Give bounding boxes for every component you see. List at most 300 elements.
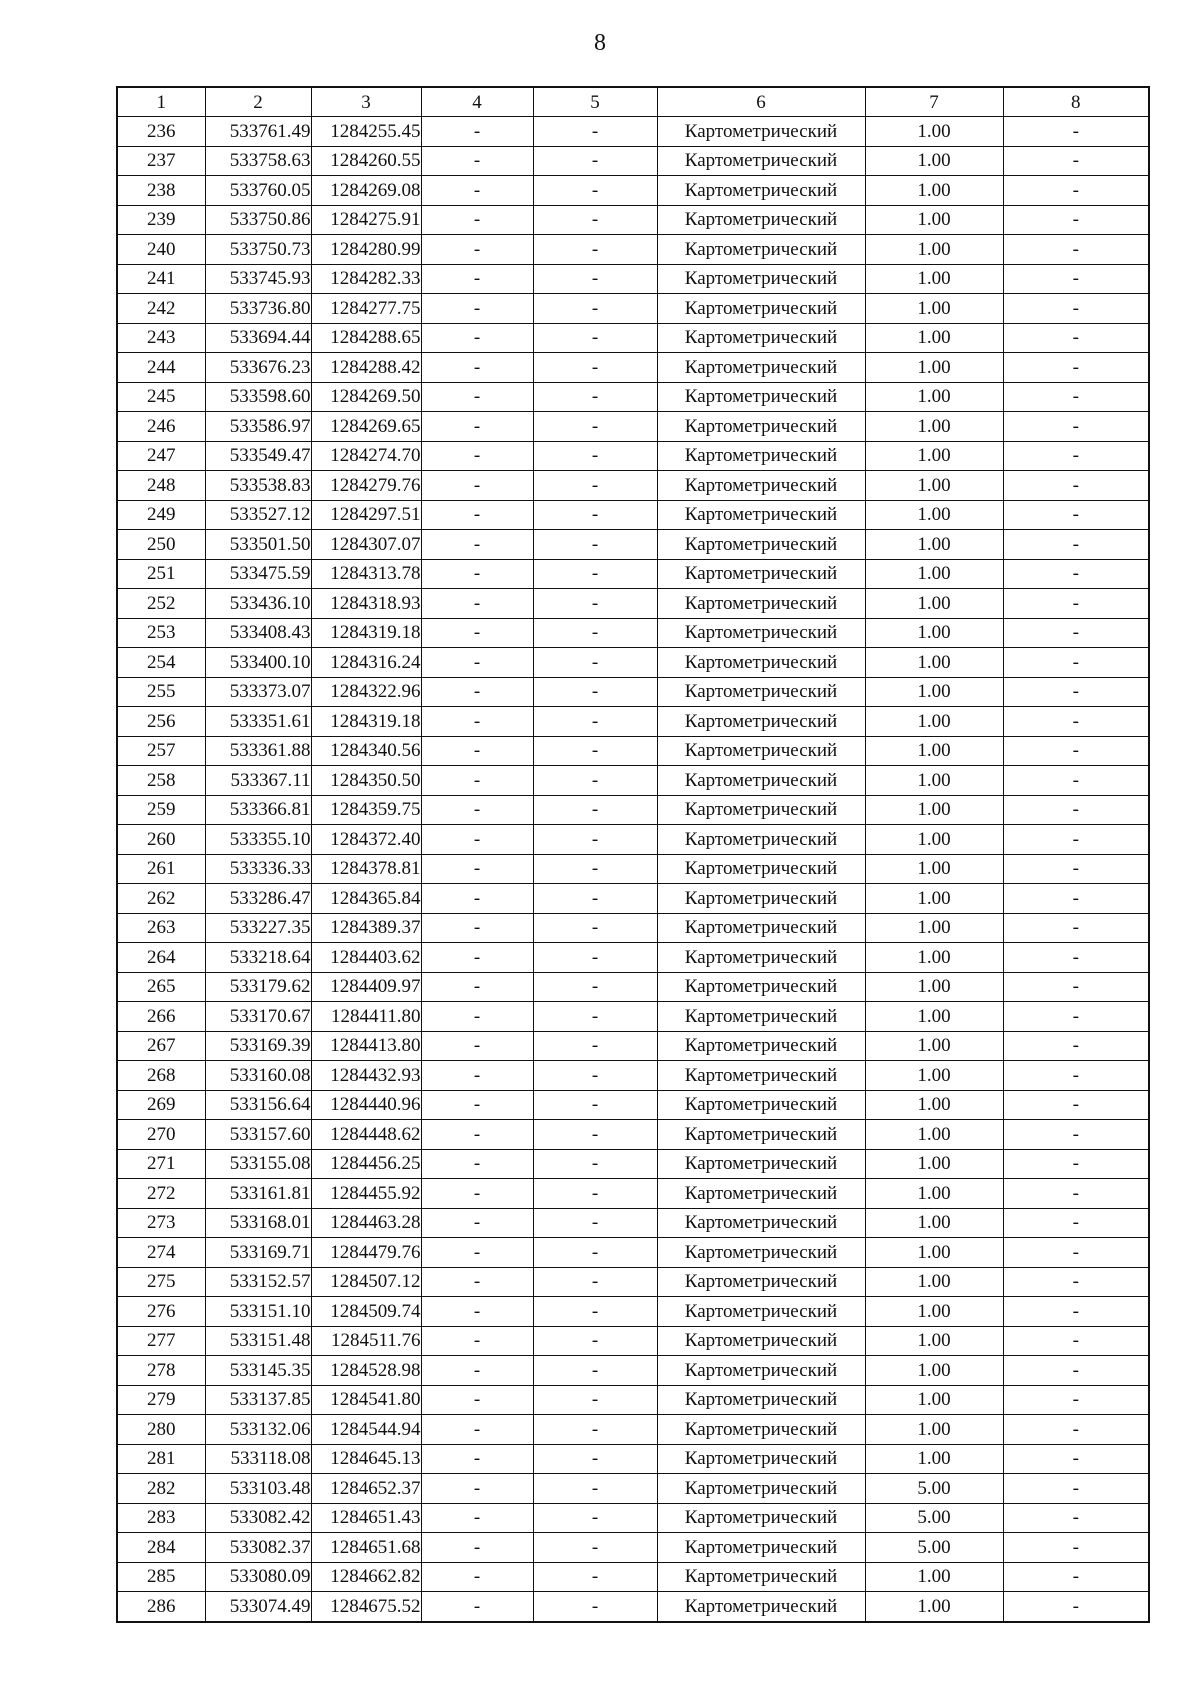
- point-number-cell: 273: [117, 1208, 205, 1238]
- method-cell: Картометрический: [657, 176, 865, 206]
- table-row: [117, 1179, 1149, 1209]
- point-number-cell: 237: [117, 146, 205, 176]
- y-coordinate-cell: 1284440.96: [311, 1090, 421, 1120]
- x-coordinate-cell: 533750.86: [205, 205, 311, 235]
- col5-cell: -: [533, 264, 657, 294]
- col4-cell: -: [421, 1208, 533, 1238]
- y-coordinate-cell: 1284662.82: [311, 1562, 421, 1592]
- point-number-cell: 265: [117, 972, 205, 1002]
- y-coordinate-cell: 1284409.97: [311, 972, 421, 1002]
- point-number-cell: 274: [117, 1238, 205, 1268]
- col8-cell: -: [1003, 913, 1149, 943]
- method-cell: Картометрический: [657, 1120, 865, 1150]
- col5-cell: -: [533, 1592, 657, 1622]
- method-cell: Картометрический: [657, 1267, 865, 1297]
- method-cell: Картометрический: [657, 1061, 865, 1091]
- col4-cell: -: [421, 707, 533, 737]
- col8-cell: -: [1003, 1356, 1149, 1386]
- table-row: [117, 913, 1149, 943]
- y-coordinate-cell: 1284279.76: [311, 471, 421, 501]
- y-coordinate-cell: 1284463.28: [311, 1208, 421, 1238]
- x-coordinate-cell: 533179.62: [205, 972, 311, 1002]
- accuracy-cell: 1.00: [865, 1267, 1003, 1297]
- accuracy-cell: 1.00: [865, 1149, 1003, 1179]
- table-row: [117, 235, 1149, 265]
- col8-cell: -: [1003, 264, 1149, 294]
- accuracy-cell: 1.00: [865, 1444, 1003, 1474]
- col8-cell: -: [1003, 441, 1149, 471]
- point-number-cell: 269: [117, 1090, 205, 1120]
- accuracy-cell: 1.00: [865, 1562, 1003, 1592]
- method-cell: Картометрический: [657, 471, 865, 501]
- col4-cell: -: [421, 618, 533, 648]
- y-coordinate-cell: 1284448.62: [311, 1120, 421, 1150]
- col5-cell: -: [533, 1267, 657, 1297]
- col5-cell: -: [533, 648, 657, 678]
- col5-cell: -: [533, 736, 657, 766]
- point-number-cell: 244: [117, 353, 205, 383]
- method-cell: Картометрический: [657, 677, 865, 707]
- col4-cell: -: [421, 323, 533, 353]
- y-coordinate-cell: 1284652.37: [311, 1474, 421, 1504]
- col8-cell: -: [1003, 1149, 1149, 1179]
- point-number-cell: 268: [117, 1061, 205, 1091]
- accuracy-cell: 1.00: [865, 795, 1003, 825]
- col5-cell: -: [533, 1031, 657, 1061]
- accuracy-cell: 1.00: [865, 589, 1003, 619]
- accuracy-cell: 1.00: [865, 382, 1003, 412]
- col8-cell: -: [1003, 825, 1149, 855]
- col5-cell: -: [533, 1238, 657, 1268]
- col8-cell: -: [1003, 559, 1149, 589]
- table-row: [117, 500, 1149, 530]
- column-header: 4: [421, 87, 533, 117]
- col8-cell: -: [1003, 736, 1149, 766]
- col8-cell: -: [1003, 1592, 1149, 1622]
- table-row: [117, 1444, 1149, 1474]
- col4-cell: -: [421, 382, 533, 412]
- method-cell: Картометрический: [657, 913, 865, 943]
- col8-cell: -: [1003, 618, 1149, 648]
- col8-cell: -: [1003, 766, 1149, 796]
- col5-cell: -: [533, 1208, 657, 1238]
- y-coordinate-cell: 1284269.65: [311, 412, 421, 442]
- col4-cell: -: [421, 1385, 533, 1415]
- accuracy-cell: 1.00: [865, 707, 1003, 737]
- col5-cell: -: [533, 707, 657, 737]
- column-header: 2: [205, 87, 311, 117]
- point-number-cell: 261: [117, 854, 205, 884]
- point-number-cell: 253: [117, 618, 205, 648]
- point-number-cell: 256: [117, 707, 205, 737]
- point-number-cell: 238: [117, 176, 205, 206]
- method-cell: Картометрический: [657, 1444, 865, 1474]
- method-cell: Картометрический: [657, 618, 865, 648]
- table-row: [117, 766, 1149, 796]
- method-cell: Картометрический: [657, 972, 865, 1002]
- col4-cell: -: [421, 1297, 533, 1327]
- accuracy-cell: 1.00: [865, 677, 1003, 707]
- y-coordinate-cell: 1284260.55: [311, 146, 421, 176]
- table-row: [117, 707, 1149, 737]
- point-number-cell: 236: [117, 117, 205, 147]
- column-header: 3: [311, 87, 421, 117]
- x-coordinate-cell: 533366.81: [205, 795, 311, 825]
- table-row: [117, 1149, 1149, 1179]
- x-coordinate-cell: 533156.64: [205, 1090, 311, 1120]
- table-row: [117, 1061, 1149, 1091]
- y-coordinate-cell: 1284509.74: [311, 1297, 421, 1327]
- col8-cell: -: [1003, 1562, 1149, 1592]
- table-row: [117, 1238, 1149, 1268]
- y-coordinate-cell: 1284288.65: [311, 323, 421, 353]
- y-coordinate-cell: 1284319.18: [311, 618, 421, 648]
- y-coordinate-cell: 1284319.18: [311, 707, 421, 737]
- method-cell: Картометрический: [657, 530, 865, 560]
- x-coordinate-cell: 533408.43: [205, 618, 311, 648]
- table-row: [117, 353, 1149, 383]
- table-row: [117, 294, 1149, 324]
- y-coordinate-cell: 1284411.80: [311, 1002, 421, 1032]
- method-cell: Картометрический: [657, 1592, 865, 1622]
- col4-cell: -: [421, 648, 533, 678]
- method-cell: Картометрический: [657, 1090, 865, 1120]
- accuracy-cell: 1.00: [865, 1120, 1003, 1150]
- column-header: 8: [1003, 87, 1149, 117]
- point-number-cell: 283: [117, 1503, 205, 1533]
- col4-cell: -: [421, 884, 533, 914]
- accuracy-cell: 1.00: [865, 825, 1003, 855]
- coordinates-table: [116, 86, 1150, 1623]
- table-row: [117, 146, 1149, 176]
- y-coordinate-cell: 1284645.13: [311, 1444, 421, 1474]
- method-cell: Картометрический: [657, 1179, 865, 1209]
- col4-cell: -: [421, 1562, 533, 1592]
- accuracy-cell: 1.00: [865, 264, 1003, 294]
- point-number-cell: 266: [117, 1002, 205, 1032]
- col5-cell: -: [533, 913, 657, 943]
- x-coordinate-cell: 533745.93: [205, 264, 311, 294]
- table-row: [117, 1474, 1149, 1504]
- column-header: 5: [533, 87, 657, 117]
- col4-cell: -: [421, 1149, 533, 1179]
- col4-cell: -: [421, 294, 533, 324]
- x-coordinate-cell: 533082.37: [205, 1533, 311, 1563]
- col8-cell: -: [1003, 1444, 1149, 1474]
- y-coordinate-cell: 1284318.93: [311, 589, 421, 619]
- x-coordinate-cell: 533170.67: [205, 1002, 311, 1032]
- col8-cell: -: [1003, 1267, 1149, 1297]
- method-cell: Картометрический: [657, 559, 865, 589]
- accuracy-cell: 1.00: [865, 1385, 1003, 1415]
- column-header: 6: [657, 87, 865, 117]
- point-number-cell: 250: [117, 530, 205, 560]
- col5-cell: -: [533, 382, 657, 412]
- method-cell: Картометрический: [657, 1533, 865, 1563]
- table-row: [117, 117, 1149, 147]
- col4-cell: -: [421, 854, 533, 884]
- table-row: [117, 972, 1149, 1002]
- method-cell: Картометрический: [657, 205, 865, 235]
- col5-cell: -: [533, 1533, 657, 1563]
- col8-cell: -: [1003, 1061, 1149, 1091]
- col4-cell: -: [421, 795, 533, 825]
- col4-cell: -: [421, 412, 533, 442]
- x-coordinate-cell: 533155.08: [205, 1149, 311, 1179]
- accuracy-cell: 5.00: [865, 1533, 1003, 1563]
- accuracy-cell: 1.00: [865, 1208, 1003, 1238]
- col4-cell: -: [421, 146, 533, 176]
- table-row: [117, 205, 1149, 235]
- y-coordinate-cell: 1284269.08: [311, 176, 421, 206]
- point-number-cell: 281: [117, 1444, 205, 1474]
- method-cell: Картометрический: [657, 146, 865, 176]
- x-coordinate-cell: 533760.05: [205, 176, 311, 206]
- table-header-row: [117, 87, 1149, 117]
- col4-cell: -: [421, 913, 533, 943]
- point-number-cell: 254: [117, 648, 205, 678]
- accuracy-cell: 1.00: [865, 766, 1003, 796]
- x-coordinate-cell: 533151.48: [205, 1326, 311, 1356]
- x-coordinate-cell: 533351.61: [205, 707, 311, 737]
- y-coordinate-cell: 1284288.42: [311, 353, 421, 383]
- x-coordinate-cell: 533157.60: [205, 1120, 311, 1150]
- method-cell: Картометрический: [657, 1002, 865, 1032]
- y-coordinate-cell: 1284277.75: [311, 294, 421, 324]
- y-coordinate-cell: 1284507.12: [311, 1267, 421, 1297]
- table-row: [117, 323, 1149, 353]
- col5-cell: -: [533, 1120, 657, 1150]
- accuracy-cell: 1.00: [865, 618, 1003, 648]
- accuracy-cell: 1.00: [865, 117, 1003, 147]
- point-number-cell: 263: [117, 913, 205, 943]
- col5-cell: -: [533, 1061, 657, 1091]
- method-cell: Картометрический: [657, 648, 865, 678]
- method-cell: Картометрический: [657, 766, 865, 796]
- table-row: [117, 1031, 1149, 1061]
- y-coordinate-cell: 1284313.78: [311, 559, 421, 589]
- col8-cell: -: [1003, 176, 1149, 206]
- col8-cell: -: [1003, 648, 1149, 678]
- col5-cell: -: [533, 1474, 657, 1504]
- accuracy-cell: 1.00: [865, 943, 1003, 973]
- col5-cell: -: [533, 1002, 657, 1032]
- table-row: [117, 1533, 1149, 1563]
- accuracy-cell: 1.00: [865, 559, 1003, 589]
- col4-cell: -: [421, 736, 533, 766]
- x-coordinate-cell: 533145.35: [205, 1356, 311, 1386]
- point-number-cell: 239: [117, 205, 205, 235]
- col5-cell: -: [533, 294, 657, 324]
- col4-cell: -: [421, 353, 533, 383]
- col5-cell: -: [533, 412, 657, 442]
- col5-cell: -: [533, 618, 657, 648]
- col8-cell: -: [1003, 1002, 1149, 1032]
- col5-cell: -: [533, 1356, 657, 1386]
- col4-cell: -: [421, 205, 533, 235]
- y-coordinate-cell: 1284350.50: [311, 766, 421, 796]
- method-cell: Картометрический: [657, 264, 865, 294]
- col8-cell: -: [1003, 1090, 1149, 1120]
- x-coordinate-cell: 533118.08: [205, 1444, 311, 1474]
- col4-cell: -: [421, 264, 533, 294]
- method-cell: Картометрический: [657, 589, 865, 619]
- table-row: [117, 559, 1149, 589]
- y-coordinate-cell: 1284274.70: [311, 441, 421, 471]
- col5-cell: -: [533, 1444, 657, 1474]
- x-coordinate-cell: 533132.06: [205, 1415, 311, 1445]
- col4-cell: -: [421, 943, 533, 973]
- col4-cell: -: [421, 766, 533, 796]
- y-coordinate-cell: 1284389.37: [311, 913, 421, 943]
- accuracy-cell: 1.00: [865, 412, 1003, 442]
- table-row: [117, 471, 1149, 501]
- x-coordinate-cell: 533475.59: [205, 559, 311, 589]
- accuracy-cell: 1.00: [865, 530, 1003, 560]
- point-number-cell: 255: [117, 677, 205, 707]
- col5-cell: -: [533, 1297, 657, 1327]
- col8-cell: -: [1003, 1297, 1149, 1327]
- col4-cell: -: [421, 1267, 533, 1297]
- x-coordinate-cell: 533080.09: [205, 1562, 311, 1592]
- accuracy-cell: 1.00: [865, 471, 1003, 501]
- y-coordinate-cell: 1284455.92: [311, 1179, 421, 1209]
- x-coordinate-cell: 533694.44: [205, 323, 311, 353]
- table-row: [117, 648, 1149, 678]
- table-row: [117, 1090, 1149, 1120]
- y-coordinate-cell: 1284378.81: [311, 854, 421, 884]
- col5-cell: -: [533, 795, 657, 825]
- method-cell: Картометрический: [657, 884, 865, 914]
- col8-cell: -: [1003, 530, 1149, 560]
- col8-cell: -: [1003, 353, 1149, 383]
- y-coordinate-cell: 1284275.91: [311, 205, 421, 235]
- accuracy-cell: 1.00: [865, 736, 1003, 766]
- table-row: [117, 441, 1149, 471]
- accuracy-cell: 1.00: [865, 1090, 1003, 1120]
- col4-cell: -: [421, 677, 533, 707]
- point-number-cell: 240: [117, 235, 205, 265]
- col8-cell: -: [1003, 1031, 1149, 1061]
- table-row: [117, 1208, 1149, 1238]
- col8-cell: -: [1003, 795, 1149, 825]
- method-cell: Картометрический: [657, 353, 865, 383]
- method-cell: Картометрический: [657, 707, 865, 737]
- col5-cell: -: [533, 1415, 657, 1445]
- col4-cell: -: [421, 1474, 533, 1504]
- col8-cell: -: [1003, 972, 1149, 1002]
- col5-cell: -: [533, 825, 657, 855]
- x-coordinate-cell: 533400.10: [205, 648, 311, 678]
- x-coordinate-cell: 533367.11: [205, 766, 311, 796]
- col8-cell: -: [1003, 1533, 1149, 1563]
- accuracy-cell: 1.00: [865, 1061, 1003, 1091]
- x-coordinate-cell: 533336.33: [205, 854, 311, 884]
- col8-cell: -: [1003, 382, 1149, 412]
- y-coordinate-cell: 1284365.84: [311, 884, 421, 914]
- col4-cell: -: [421, 1533, 533, 1563]
- col8-cell: -: [1003, 205, 1149, 235]
- col8-cell: -: [1003, 235, 1149, 265]
- method-cell: Картометрический: [657, 412, 865, 442]
- y-coordinate-cell: 1284340.56: [311, 736, 421, 766]
- accuracy-cell: 1.00: [865, 353, 1003, 383]
- col5-cell: -: [533, 235, 657, 265]
- x-coordinate-cell: 533761.49: [205, 117, 311, 147]
- col5-cell: -: [533, 471, 657, 501]
- y-coordinate-cell: 1284322.96: [311, 677, 421, 707]
- column-header: 1: [117, 87, 205, 117]
- col8-cell: -: [1003, 294, 1149, 324]
- accuracy-cell: 1.00: [865, 1415, 1003, 1445]
- table-row: [117, 382, 1149, 412]
- col4-cell: -: [421, 471, 533, 501]
- point-number-cell: 270: [117, 1120, 205, 1150]
- accuracy-cell: 5.00: [865, 1503, 1003, 1533]
- accuracy-cell: 1.00: [865, 1592, 1003, 1622]
- point-number-cell: 271: [117, 1149, 205, 1179]
- y-coordinate-cell: 1284403.62: [311, 943, 421, 973]
- point-number-cell: 279: [117, 1385, 205, 1415]
- col5-cell: -: [533, 972, 657, 1002]
- point-number-cell: 277: [117, 1326, 205, 1356]
- point-number-cell: 264: [117, 943, 205, 973]
- col8-cell: -: [1003, 677, 1149, 707]
- accuracy-cell: 1.00: [865, 205, 1003, 235]
- col8-cell: -: [1003, 943, 1149, 973]
- point-number-cell: 282: [117, 1474, 205, 1504]
- point-number-cell: 262: [117, 884, 205, 914]
- y-coordinate-cell: 1284413.80: [311, 1031, 421, 1061]
- x-coordinate-cell: 533436.10: [205, 589, 311, 619]
- table-row: [117, 264, 1149, 294]
- col8-cell: -: [1003, 1238, 1149, 1268]
- col8-cell: -: [1003, 1385, 1149, 1415]
- y-coordinate-cell: 1284541.80: [311, 1385, 421, 1415]
- col4-cell: -: [421, 117, 533, 147]
- accuracy-cell: 1.00: [865, 854, 1003, 884]
- table-row: [117, 589, 1149, 619]
- table-body: [117, 117, 1149, 1622]
- col5-cell: -: [533, 1326, 657, 1356]
- accuracy-cell: 1.00: [865, 1238, 1003, 1268]
- col8-cell: -: [1003, 1415, 1149, 1445]
- x-coordinate-cell: 533527.12: [205, 500, 311, 530]
- table-row: [117, 618, 1149, 648]
- accuracy-cell: 1.00: [865, 648, 1003, 678]
- accuracy-cell: 1.00: [865, 441, 1003, 471]
- col5-cell: -: [533, 353, 657, 383]
- table-row: [117, 530, 1149, 560]
- y-coordinate-cell: 1284372.40: [311, 825, 421, 855]
- col5-cell: -: [533, 205, 657, 235]
- col8-cell: -: [1003, 589, 1149, 619]
- x-coordinate-cell: 533586.97: [205, 412, 311, 442]
- method-cell: Картометрический: [657, 1356, 865, 1386]
- x-coordinate-cell: 533151.10: [205, 1297, 311, 1327]
- table-row: [117, 825, 1149, 855]
- accuracy-cell: 1.00: [865, 1179, 1003, 1209]
- col5-cell: -: [533, 323, 657, 353]
- accuracy-cell: 1.00: [865, 146, 1003, 176]
- col4-cell: -: [421, 530, 533, 560]
- col5-cell: -: [533, 766, 657, 796]
- table-row: [117, 1326, 1149, 1356]
- col5-cell: -: [533, 559, 657, 589]
- x-coordinate-cell: 533355.10: [205, 825, 311, 855]
- col4-cell: -: [421, 589, 533, 619]
- col4-cell: -: [421, 1002, 533, 1032]
